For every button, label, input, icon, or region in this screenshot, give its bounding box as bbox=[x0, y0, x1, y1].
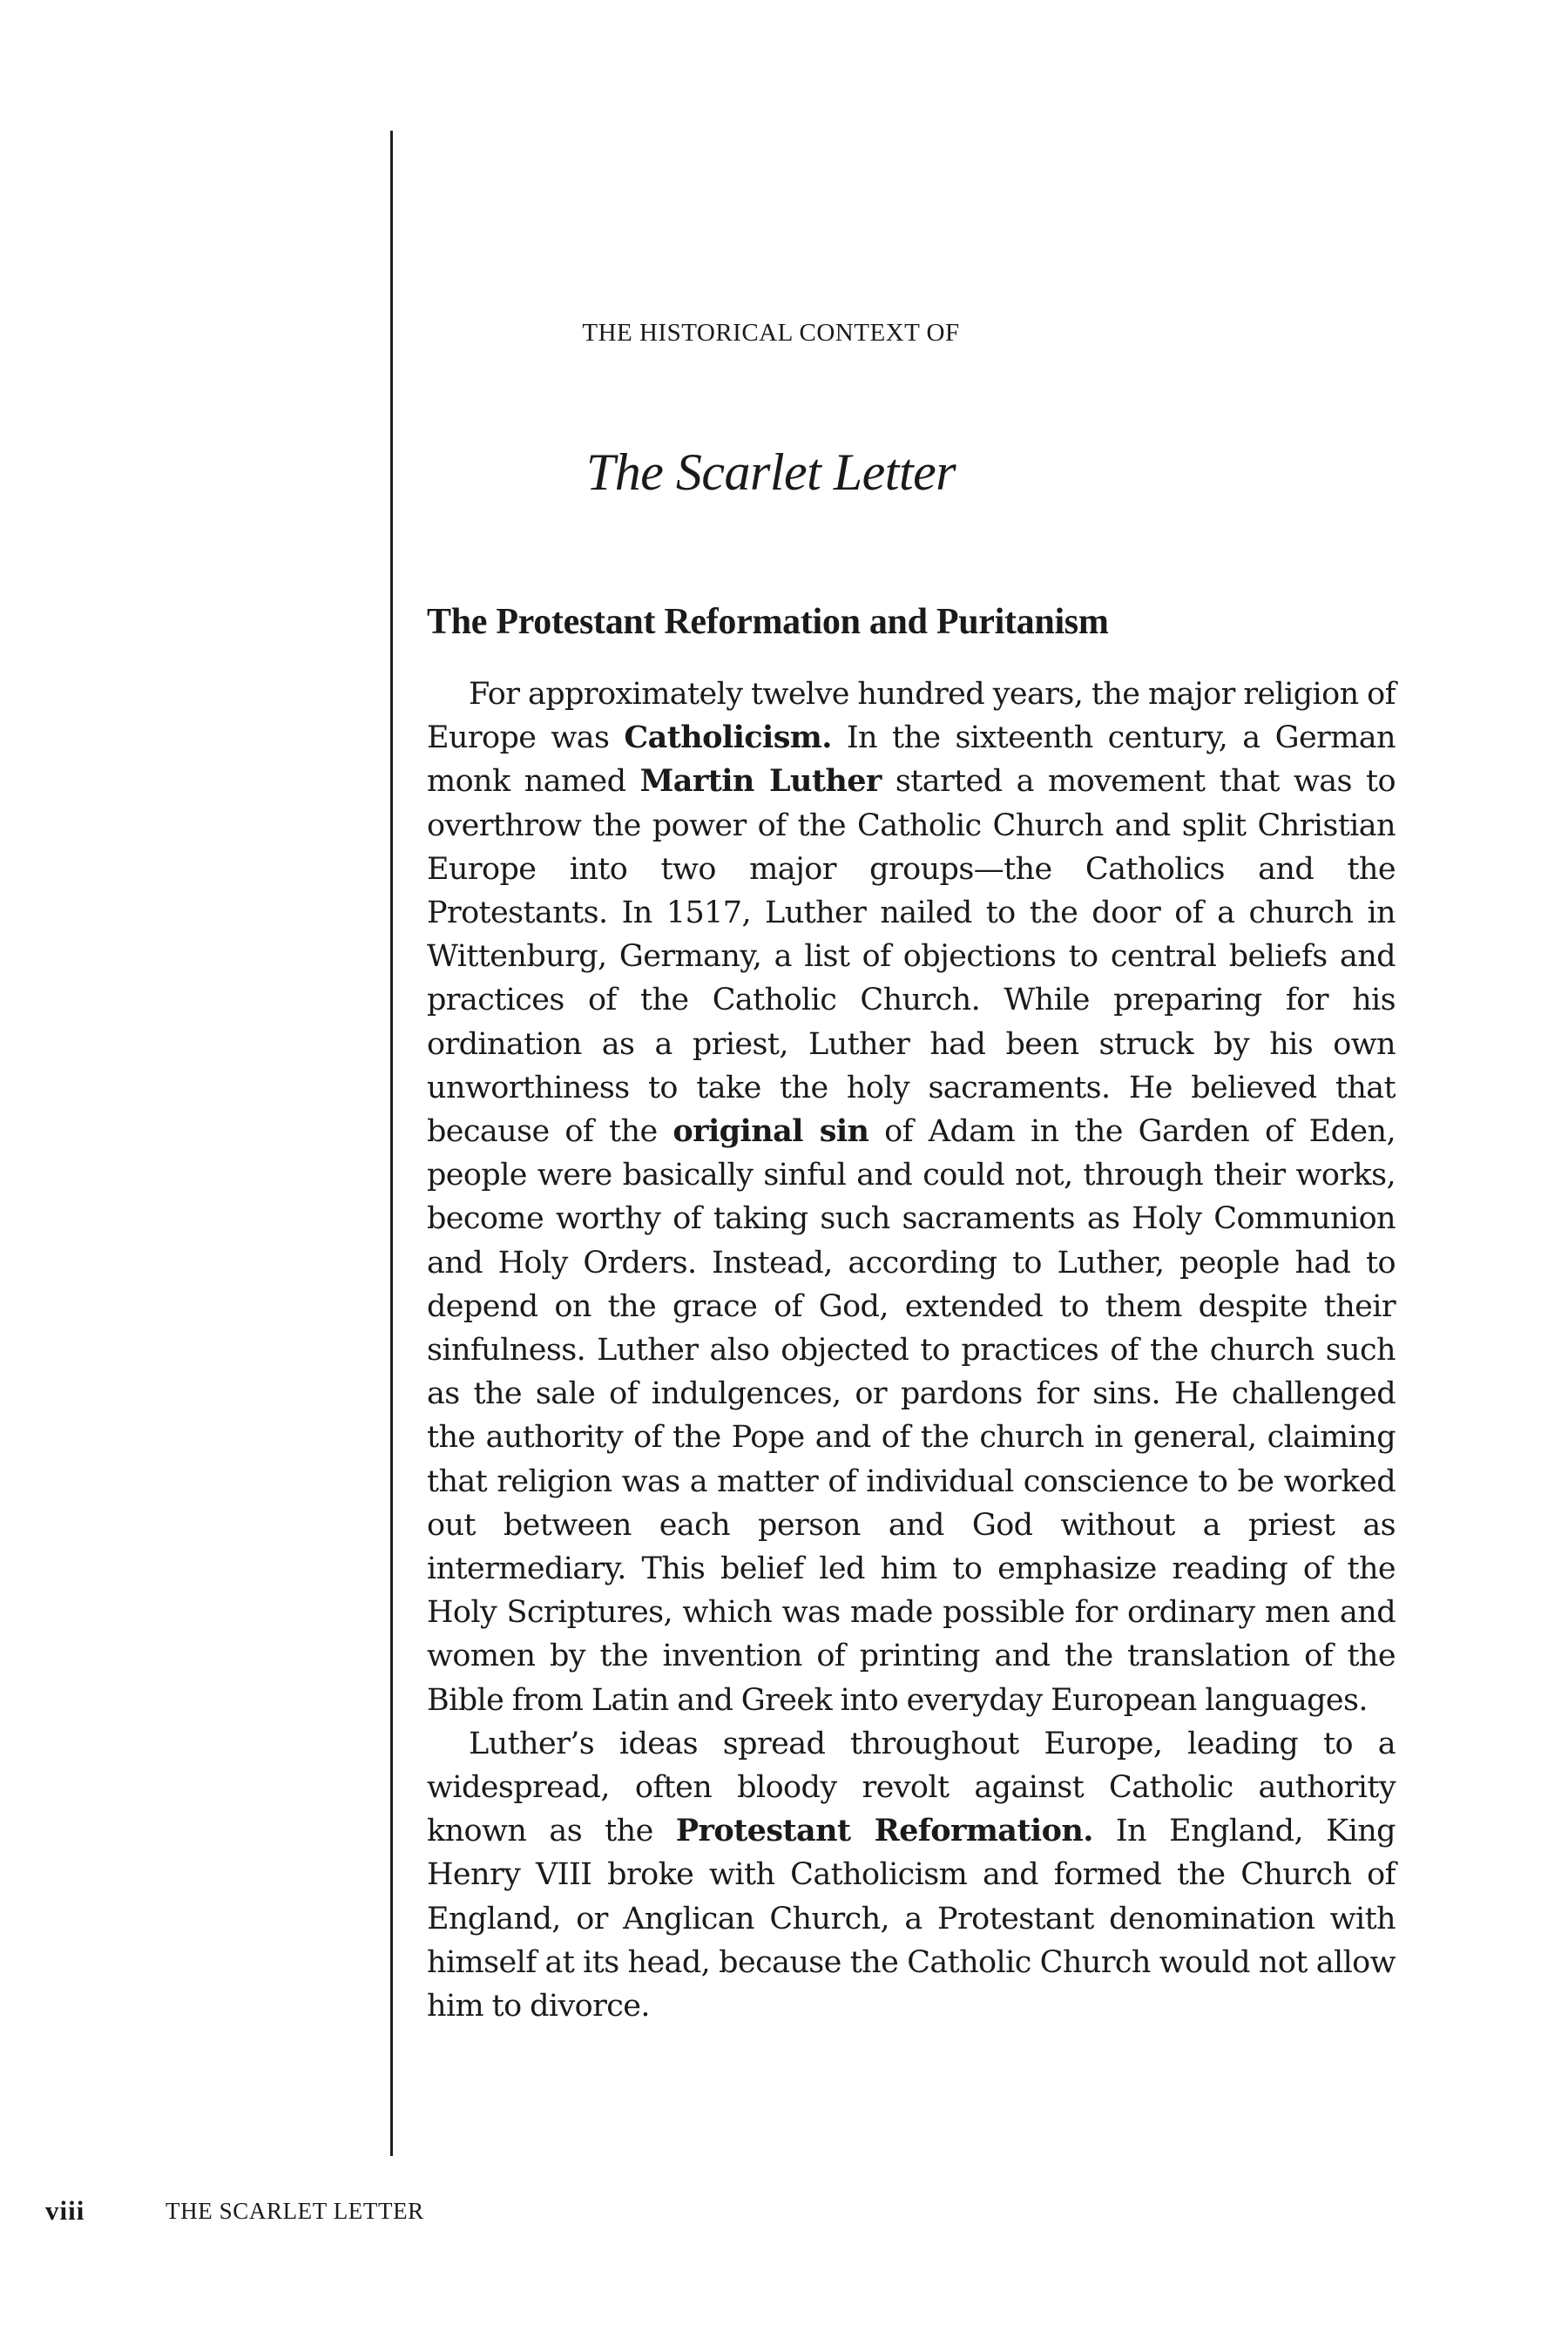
body-text bbox=[427, 672, 1396, 2028]
paragraph-1-text-2: In the sixteenth century, a German monk named bbox=[427, 720, 1396, 800]
page-title: The Scarlet Letter bbox=[585, 443, 956, 501]
chapter-kicker: THE HISTORICAL CONTEXT OF bbox=[582, 319, 960, 347]
running-footer: THE SCARLET LETTER bbox=[166, 2198, 424, 2224]
paragraph-2-text-1: Luther’s ideas spread throughout Europe, leading to a widespread, often bloody revolt against Catholic authority known as the bbox=[427, 1726, 1396, 1849]
term-catholicism: Catholicism. bbox=[624, 720, 832, 756]
page-number: viii bbox=[45, 2195, 85, 2226]
paragraph-1 bbox=[427, 672, 1396, 1722]
section-heading: The Protestant Reformation and Puritanism bbox=[427, 602, 1109, 642]
paragraph-1-text-3: started a movement that was to overthrow the power of the Catholic Church and split Christian Europe into two major groups—the Catholics and the Protestants. In 1517, Luther nailed to the door of a church in Wittenburg, Germany, a list of objections to central beliefs and practices of the Catholic Church. While preparing for his ordination as a priest, Luther had been struck by his own unworthiness to take the holy sacraments. He believed that because of the bbox=[427, 764, 1396, 1150]
margin-rule bbox=[390, 131, 393, 2156]
paragraph-1-text-1: For approximately twelve hundred years, the major religion of Europe was bbox=[427, 677, 1396, 756]
term-original-sin: original sin bbox=[672, 1113, 869, 1150]
term-martin-luther: Martin Luther bbox=[639, 763, 882, 800]
paragraph-2-text-2: In England, King Henry VIII broke with Catholicism and formed the Church of England, or Anglican Church, a Protestant denomination with himself at its head, because the Catholic Church would not allow him to divorce. bbox=[427, 1814, 1396, 2024]
paragraph-1-text-4: of Adam in the Garden of Eden, people were basically sinful and could not, through their works, become worthy of taking such sacraments as Holy Communion and Holy Orders. Instead, according to Luther, people had to depend on the grace of God, extended to them despite their sinfulness. Luther also objected to practices of the church such as the sale of indulgences, or pardons for sins. He challenged the authority of the Pope and of the church in general, claiming that religion was a matter of individual conscience to be worked out between each person and God without a priest as intermediary. This belief led him to emphasize reading of the Holy Scriptures, which was made possible for ordinary men and women by the invention of printing and the translation of the Bible from Latin and Greek into everyday European languages. bbox=[427, 1114, 1396, 1718]
paragraph-2 bbox=[427, 1722, 1396, 2028]
term-protestant-reformation: Protestant Reformation. bbox=[675, 1813, 1093, 1849]
